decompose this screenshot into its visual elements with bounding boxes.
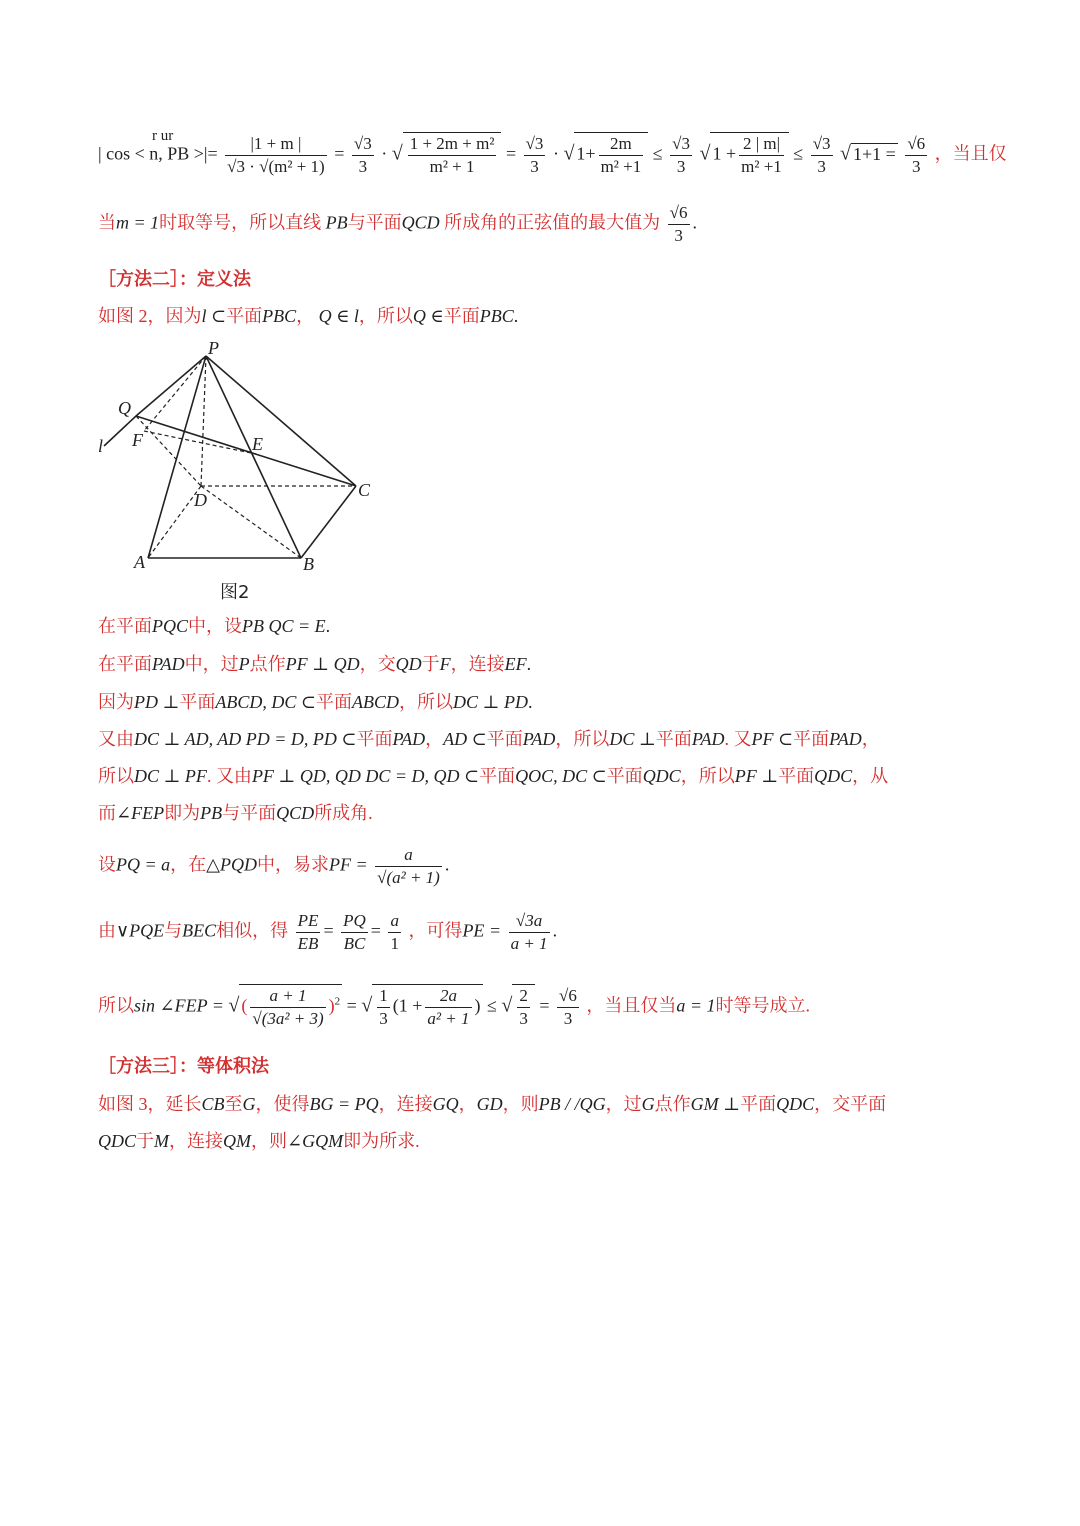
- method-3-step-1: 如图 3，延长CB至G，使得BG = PQ，连接GQ，GD，则PB / /QG，过G点作GM ⊥平面QDC，交平面: [98, 1094, 887, 1114]
- method-3-heading: ［方法三］：等体积法: [98, 1056, 269, 1077]
- step-similar-triangles: 由∨PQE与BEC相似，得 $\frac{PE}{EB}$ = $\frac{PQ}{BC}$ = $\frac{a}{1}$ ，可得PE = $\frac{√3a}{a + 1}$ .: [98, 911, 558, 953]
- frac-1: $\frac{|1 + m |}{\text{√3 · √(m² + 1)}}$: [227, 134, 325, 176]
- label-A: A: [134, 552, 145, 572]
- pf-frac: $\frac{a}{\text{√(a² + 1)}}$: [377, 845, 440, 887]
- sin-frac-4: $\frac{2}{3}$: [519, 986, 528, 1028]
- method-2-heading: ［方法二］：定义法: [98, 269, 251, 290]
- frac-8: $\frac{√6}{3}$: [907, 134, 926, 176]
- step-dc-perp-pad: 又由DC ⊥ AD, AD PD = D, PD ⊂平面PAD，AD ⊂平面PAD，所以DC ⊥平面PAD. 又PF ⊂平面PAD，: [98, 729, 880, 749]
- pe-frac: $\frac{√3a}{a + 1}$: [510, 911, 548, 953]
- step-set-E: 在平面PQC中，设PB QC = E.: [98, 616, 331, 636]
- frac-2: $\frac{√3}{3}$: [353, 134, 372, 176]
- label-D: D: [194, 490, 207, 510]
- ratio-a-1: $\frac{a}{1}$: [390, 911, 399, 953]
- label-l: l: [98, 436, 104, 456]
- frac-7: $\frac{√3}{3}$: [812, 134, 831, 176]
- label-P: P: [208, 338, 219, 358]
- step-pd-perp: 因为PD ⊥平面ABCD, DC ⊂平面ABCD，所以DC ⊥ PD.: [98, 692, 533, 712]
- label-F: F: [132, 430, 143, 450]
- label-C: C: [358, 480, 371, 500]
- vector-arrows: r ur: [152, 128, 174, 144]
- figure-2-pyramid: [96, 336, 386, 576]
- figure-2-caption: 图2: [220, 582, 250, 603]
- ratio-PQ-BC: $\frac{PQ}{BC}$: [343, 911, 366, 953]
- sin-frac-2: $\frac{1}{3}$: [379, 986, 388, 1028]
- step-angle-FEP: 而∠FEP即为PB与平面QCD所成角.: [98, 803, 373, 823]
- method-3-step-2: QDC于M，连接QM，则∠GQM即为所求.: [98, 1131, 420, 1151]
- ratio-PE-EB: $\frac{PE}{EB}$: [297, 911, 319, 953]
- cos-lhs: | cos < n, PB >|=: [98, 143, 218, 164]
- label-E: E: [252, 434, 263, 454]
- frac-4: $\frac{2m}{\text{m² +1}}$: [600, 134, 642, 176]
- sin-frac-1: $\frac{a + 1}{\text{√(3a² + 3)}}$: [252, 986, 324, 1028]
- label-Q: Q: [118, 398, 131, 418]
- frac-3: $\frac{√3}{3}$: [525, 134, 544, 176]
- frac-5: $\frac{√3}{3}$: [672, 134, 690, 176]
- frac-sqrt: $\frac{\text{1 + 2m + m²}}{\text{m² + 1}}$: [409, 134, 495, 176]
- step-pf-perp-qdc: 所以DC ⊥ PF. 又由PF ⊥ QD, QD DC = D, QD ⊂平面QOC, DC ⊂平面QDC，所以PF ⊥平面QDC，从: [98, 766, 889, 786]
- step-construct-F: 在平面PAD中，过P点作PF ⊥ QD，交QD于F，连接EF.: [98, 654, 532, 674]
- label-B: B: [303, 554, 314, 574]
- step-compute-PF: 设PQ = a，在△PQD中，易求PF = $\frac{a}{\text{√(a² + 1)}}$ .: [98, 845, 450, 887]
- cosine-formula-line: | cos < n, PB >|= $\frac{|1 + m |}{\text{√3 · √(m² + 1)}}$ = $\frac{√3}{3}$ · √ $\frac{\text{1 + 2m + m²}}{\text{m² + 1}}$ = $\frac{√3}{3}$ · √ 1+ $\frac{2m}{\text{m² +1}}$ ≤ $\frac{√3}{3}$ √ 1 + $\frac{2 | m|}{\text{m² +1}}$ ≤ $\frac{√3}{3}$ √ 1+1 = $\frac{√6}{3}$ ，当且仅: [98, 134, 1007, 176]
- method-2-intro: 如图 2，因为l ⊂平面PBC， Q ∈ l，所以Q ∈平面PBC.: [98, 306, 519, 326]
- sin-frac-3: $\frac{2a}{\text{a² + 1}}$: [427, 986, 470, 1028]
- max-value-frac: $\frac{√6}{3}$: [669, 203, 688, 245]
- sin-result-frac: $\frac{√6}{3}$: [559, 986, 577, 1028]
- step-sin-bound: 所以sin ∠FEP = √ ( $\frac{a + 1}{\text{√(3a² + 3)}}$ )$^2$ = √ $\frac{1}{3}$ (1 + $\frac{2a}{\text{a² + 1}}$ ) ≤ √ $\frac{2}{3}$ = $\frac{√6}{3}$ ，当且仅当a = 1时等号成立.: [98, 986, 811, 1028]
- max-sine-line: 当m = 1时取等号，所以直线 PB与平面QCD 所成角的正弦值的最大值为 $\frac{√6}{3}$ .: [98, 203, 698, 245]
- frac-6: $\frac{2 | m|}{\text{m² +1}}$: [741, 134, 782, 176]
